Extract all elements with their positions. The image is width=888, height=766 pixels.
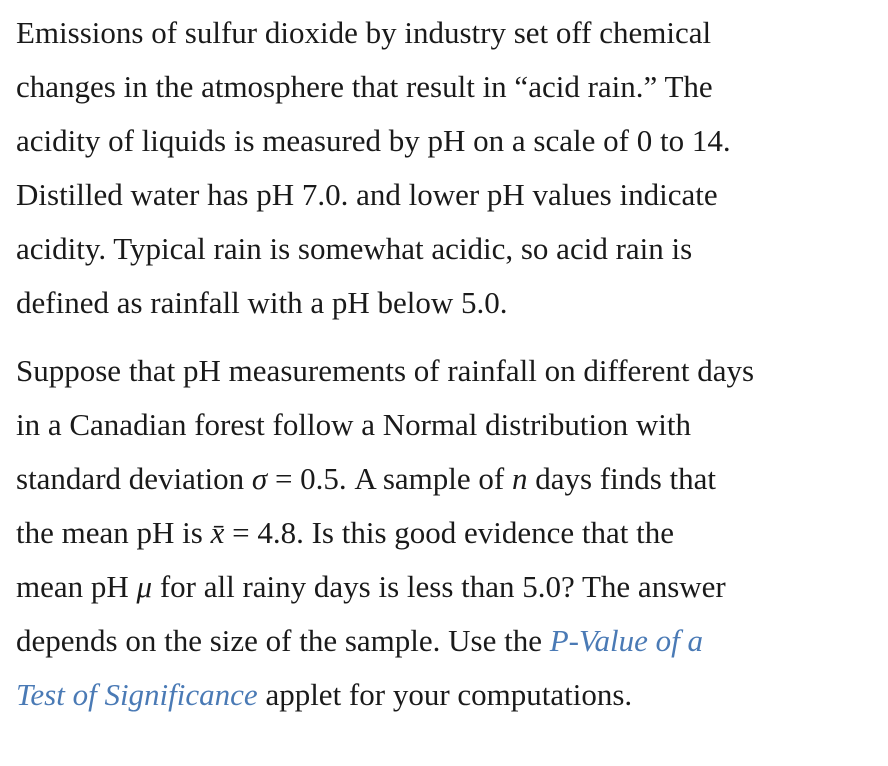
text-segment: standard deviation xyxy=(16,461,252,496)
text-segment: the mean pH is xyxy=(16,515,211,550)
text-segment: = 4.8. Is this good evidence that the xyxy=(224,515,675,550)
xbar-symbol: x̄ xyxy=(210,515,225,550)
problem-text xyxy=(16,6,882,722)
text-segment: = 0.5. A sample of xyxy=(267,461,512,496)
n-variable: n xyxy=(511,461,528,496)
text-segment: applet for your computations. xyxy=(257,677,633,712)
text-line xyxy=(16,560,882,614)
text-segment: for all rainy days is less than 5.0? The answer xyxy=(152,569,726,604)
text-segment: depends on the size of the sample. Use the xyxy=(16,623,550,658)
text-line: acidity. Typical rain is somewhat acidic, so acid rain is xyxy=(16,231,693,266)
text-line: changes in the atmosphere that result in “acid rain.” The xyxy=(16,69,713,104)
text-segment: days finds that xyxy=(527,461,717,496)
text-line: Suppose that pH measurements of rainfall on different days xyxy=(16,353,755,388)
text-line: acidity of liquids is measured by pH on a scale of 0 to 14. xyxy=(16,123,731,158)
text-line xyxy=(16,614,882,668)
paragraph-acid-rain-intro xyxy=(16,6,882,330)
text-line: in a Canadian forest follow a Normal distribution with xyxy=(16,407,691,442)
mu-symbol: μ xyxy=(136,569,153,604)
text-line xyxy=(16,452,882,506)
paragraph-ph-question xyxy=(16,344,882,722)
p-value-applet-link[interactable]: P-Value of a xyxy=(549,623,703,658)
text-line: Distilled water has pH 7.0. and lower pH values indicate xyxy=(16,177,718,212)
text-line xyxy=(16,506,882,560)
sigma-symbol: σ xyxy=(251,461,268,496)
text-segment: mean pH xyxy=(16,569,137,604)
text-line xyxy=(16,668,882,722)
p-value-applet-link-continued[interactable]: Test of Significance xyxy=(16,677,258,712)
text-line: Emissions of sulfur dioxide by industry set off chemical xyxy=(16,15,712,50)
text-line: defined as rainfall with a pH below 5.0. xyxy=(16,285,508,320)
